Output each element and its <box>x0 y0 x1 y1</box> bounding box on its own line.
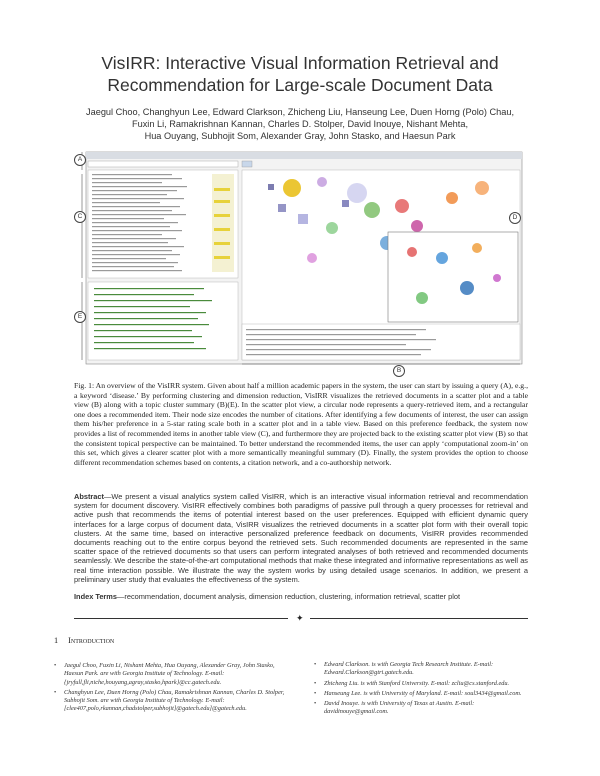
footnotes-right <box>314 661 536 719</box>
index-terms <box>74 592 528 601</box>
index-terms-label: Index Terms <box>74 592 117 601</box>
footnotes-left <box>54 662 286 716</box>
figure-label-c: C <box>74 211 86 223</box>
author-list <box>60 106 540 142</box>
footnote-item: • Hanseung Lee. is with University of Maryland. E-mail: soul3434@gmail.com. <box>314 689 522 697</box>
footnote-item: • David Inouye. is with University of Texas at Austin. E-mail: davidinouye@gmail.com. <box>314 700 475 716</box>
abstract <box>74 492 528 584</box>
index-terms-text: —recommendation, document analysis, dimension reduction, clustering, information retrieval, scatter plot <box>117 592 461 601</box>
footnote-item: • Jaegul Choo, Fuxin Li, Nishant Mehta, Hua Ouyang, Alexander Gray, John Stasko, Haesun Park. are with Georgia Institute of Technology. E-mail: {jryfull,fli,niche,houyang,agray,stasko,hpark}@cc.gatech.edu. <box>54 662 275 686</box>
section-number: 1 <box>54 636 59 645</box>
app-titlebar <box>86 152 522 159</box>
abstract-label: Abstract <box>74 492 104 501</box>
query-button <box>242 161 252 167</box>
figure-label-b: B <box>393 365 405 377</box>
footnote-item: • Zhicheng Liu. is with Stanford University. E-mail: zcliu@cs.stanford.edu. <box>314 679 510 687</box>
section-separator <box>74 614 528 622</box>
separator-glyph: ✦ <box>296 613 304 623</box>
overview-figure <box>72 148 528 372</box>
rating-stars-column <box>212 174 234 272</box>
section-title: Introduction <box>68 636 115 645</box>
section-heading <box>54 636 114 645</box>
title-line-1: VisIRR: Interactive Visual Information Retrieval and <box>101 53 499 73</box>
footnote-item: • Edward Clarkson. is with Georgia Tech Research Institute. E-mail: Edward.Clarkson@gtri.gatech.edu. <box>314 661 494 677</box>
footnote-item: • Changhyun Lee, Duen Horng (Polo) Chau, Ramakrishnan Kannan, Charles D. Stolper, Subhojit Som. are with Georgia Institute of Technology. E-mail: [clee407,polo,rkannan,chadstolper,subhojit]@gatech.edu]@gatech.edu. <box>54 688 285 713</box>
figure-label-a: A <box>74 154 86 166</box>
abstract-text: —We present a visual analytics system called VisIRR, which is an interactive visual information retrieval and recommendation system for document discovery. VisIRR effectively combines both paradigms of passive pull through a query processes for retrieval and active push that recommends the items of potential interest based on the user preferences. Equipped with efficient dynamic query interfaces for a large corpus of document data, VisIRR visualizes the retrieved documents in a scatter plot form with their overall topic clusters. At the same time, based on interactive personalized preference feedback on documents, VisIRR provides recommended documents reaching out to the entire corpus beyond the retrieved sets. Such recommended documents are represented in the same scatter space of the retrieved documents so that users can perform integrated analyses of both retrieved and recommended documents seamlessly. We describe the state-of-the-art computational methods that make these integrated and informative representations as well as real time interaction possible. We illustrate the way the system works by using detailed usage scenarios. In addition, we present a preliminary user study that evaluates the effectiveness of the system. <box>74 492 528 584</box>
authors-line-2: Fuxin Li, Ramakrishnan Kannan, Charles D. Stolper, David Inouye, Nishant Mehta, <box>131 119 469 129</box>
figure-caption: Fig. 1: An overview of the VisIRR system. Given about half a million academic papers in the system, the user can start by issuing a query (A), e.g., a keyword ‘disease.’ By performing clustering and dimension reduction, VisIRR visualizes the retrieved documents in a scatter plot and a table view (B) along with a topic cluster summary (B)(E). In the scatter plot view, a circular node represents a query-retrieved item, and a rectangular one does a recommended item. Their node size encodes the number of citations. After identifying a few documents of interest, the user can assign them his/her preference in a 5-star rating scale both in a scatter plot and in a table view. Based on this preference feedback, the system now provides a list of recommended items in another table view (C), and furthermore they are projected back to the existing scatter plot view (B) so that the consistent topical perspective can be maintained. To better understand the recommended items, the user can apply ‘computational zoom-in’ on this set, which gives a clearer scatter plot with a more semantically meaningful summary (D). Finally, the system provides the option to choose different recommendation schemes based on contents, a citation network, and a co-authorship network. <box>74 381 528 467</box>
title-line-2: Recommendation for Large-scale Document Data <box>107 75 493 95</box>
query-box <box>88 161 238 167</box>
authors-line-1: Jaegul Choo, Changhyun Lee, Edward Clarkson, Zhicheng Liu, Hanseung Lee, Duen Horng (Polo) Chau, <box>86 107 514 117</box>
authors-line-3: Hua Ouyang, Subhojit Som, Alexander Gray, John Stasko, and Haesun Park <box>144 131 456 141</box>
figure-label-e: E <box>74 311 86 323</box>
paper-title <box>60 52 540 96</box>
figure-label-d: D <box>509 212 521 224</box>
